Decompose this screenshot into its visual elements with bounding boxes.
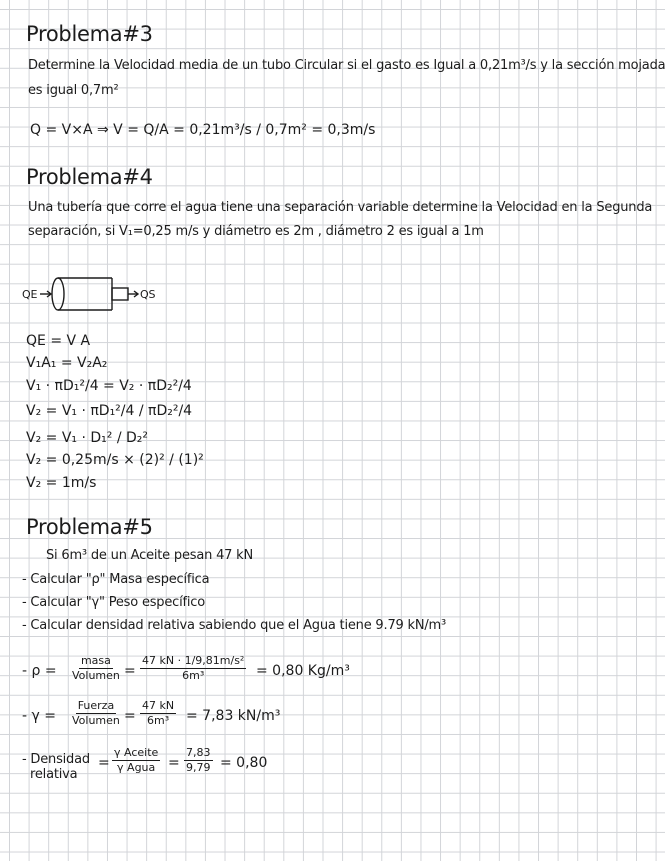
relative-lhs-line-1: - Densidad bbox=[22, 752, 90, 767]
relative-result: = 0,80 bbox=[220, 755, 268, 771]
gamma-fraction-2 bbox=[140, 699, 176, 728]
relative-equals: = bbox=[98, 755, 110, 771]
gamma-denominator: Volumen bbox=[72, 714, 120, 727]
rho-result: = 0,80 Kg/m³ bbox=[256, 663, 350, 679]
relative-denominator: γ Agua bbox=[117, 761, 156, 774]
problem-3-statement-line-2: es igual 0,7m² bbox=[28, 83, 119, 98]
gamma-numerator-2: 47 kN bbox=[142, 699, 175, 712]
rho-denominator: Volumen bbox=[72, 669, 120, 682]
pipe-outflow-label: QS bbox=[140, 288, 156, 301]
relative-fraction-1 bbox=[112, 746, 160, 775]
relative-equals-2: = bbox=[168, 755, 180, 771]
problem-5-item-2: - Calcular "γ" Peso específico bbox=[22, 595, 206, 610]
pipe-small-section bbox=[112, 288, 128, 300]
problem-3-equation: Q = V×A ⇒ V = Q/A = 0,21m³/s / 0,7m² = 0,3m/s bbox=[30, 122, 376, 138]
gamma-numerator: Fuerza bbox=[77, 699, 115, 712]
p4-step-7: V₂ = 1m/s bbox=[26, 475, 97, 491]
gamma-denominator-2: 6m³ bbox=[146, 714, 170, 727]
rho-equals: = bbox=[124, 663, 136, 679]
p4-step-2: V₁A₁ = V₂A₂ bbox=[26, 355, 108, 371]
pipe-inflow-label: QE bbox=[22, 288, 38, 301]
pipe-inlet-ellipse bbox=[52, 278, 64, 310]
relative-fraction-2 bbox=[184, 746, 213, 775]
gamma-result: = 7,83 kN/m³ bbox=[186, 708, 281, 724]
rho-numerator-2: 47 kN · 1/9,81m/s² bbox=[142, 654, 245, 667]
p4-step-1: QE = V A bbox=[26, 333, 91, 349]
relative-numerator-2: 7,83 bbox=[186, 746, 211, 759]
problem-4-statement-line-1: Una tubería que corre el agua tiene una separación variable determine la Velocidad en la Segunda bbox=[28, 200, 653, 215]
gamma-fraction-1 bbox=[72, 699, 120, 728]
rho-numerator: masa bbox=[80, 654, 111, 667]
problem-3-statement-line-1: Determine la Velocidad media de un tubo Circular si el gasto es Igual a 0,21m³/s y la sección mojada bbox=[28, 58, 665, 73]
rho-denominator-2: 6m³ bbox=[182, 669, 205, 682]
problem-4-statement-line-2: separación, si V₁=0,25 m/s y diámetro es 2m , diámetro 2 es igual a 1m bbox=[28, 224, 484, 239]
relative-denominator-2: 9,79 bbox=[186, 761, 211, 774]
relative-numerator: γ Aceite bbox=[114, 746, 159, 759]
p4-step-6: V₂ = 0,25m/s × (2)² / (1)² bbox=[26, 452, 204, 468]
problem-5-title: Problema#5 bbox=[26, 515, 153, 539]
problem-5-item-1: - Calcular "ρ" Masa específica bbox=[22, 572, 210, 587]
relative-lhs-line-2: relativa bbox=[30, 767, 78, 782]
rho-fraction-1 bbox=[72, 654, 120, 683]
rho-lhs: - ρ = bbox=[22, 663, 57, 679]
p4-step-3: V₁ · πD₁²/4 = V₂ · πD₂²/4 bbox=[26, 378, 192, 394]
p4-step-4: V₂ = V₁ · πD₁²/4 / πD₂²/4 bbox=[26, 403, 193, 419]
problem-4-title: Problema#4 bbox=[26, 165, 153, 189]
gamma-lhs: - γ = bbox=[22, 708, 56, 724]
gamma-equals: = bbox=[124, 708, 136, 724]
rho-fraction-2 bbox=[140, 654, 246, 683]
p4-step-5: V₂ = V₁ · D₁² / D₂² bbox=[26, 430, 148, 446]
problem-3-title: Problema#3 bbox=[26, 22, 153, 46]
problem-5-intro: Si 6m³ de un Aceite pesan 47 kN bbox=[46, 548, 254, 563]
problem-5-item-3: - Calcular densidad relativa sabiendo que el Agua tiene 9.79 kN/m³ bbox=[22, 618, 447, 633]
